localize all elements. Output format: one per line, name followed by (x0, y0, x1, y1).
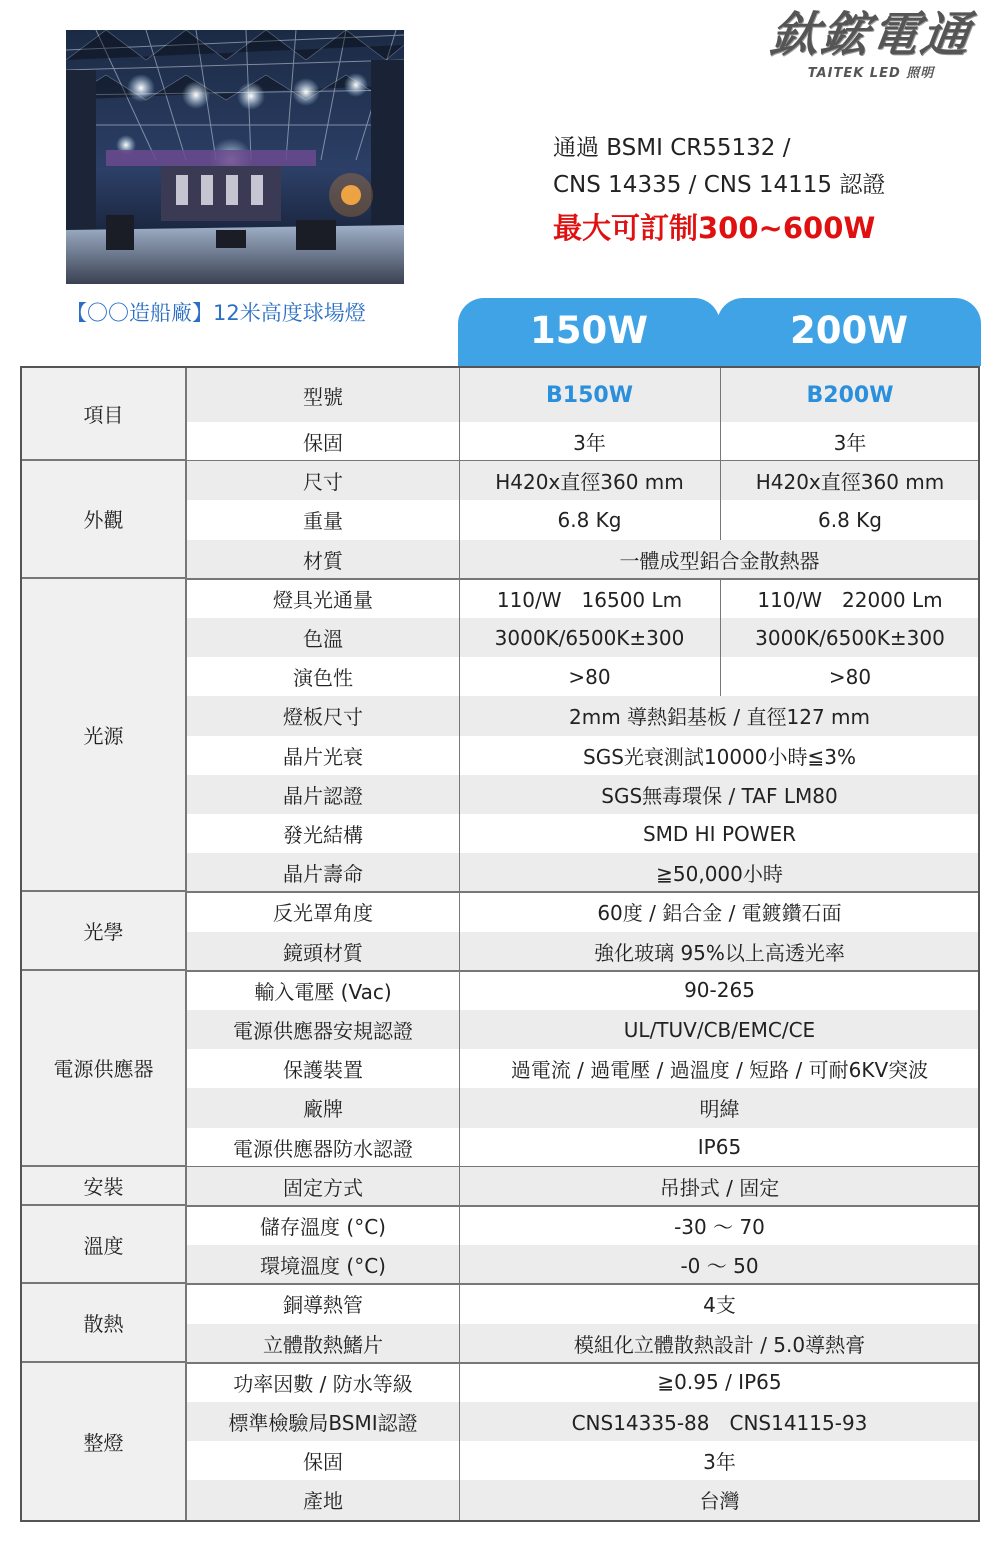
spec-value-shared: 90-265 (684, 978, 755, 1003)
spec-name: 晶片壽命 (283, 862, 363, 887)
spec-value-shared: 3年 (703, 1450, 736, 1475)
table-row (187, 1128, 978, 1167)
spec-name: 尺寸 (303, 470, 343, 495)
spec-value-150w: 3000K/6500K±300 (494, 625, 685, 650)
column-divider (459, 1206, 460, 1245)
group-label: 溫度 (22, 1206, 187, 1284)
column-divider (459, 461, 460, 500)
table-row (187, 1402, 978, 1441)
spec-value-200w: H420x直徑360 mm (755, 470, 945, 495)
spec-name: 燈板尺寸 (283, 705, 363, 730)
column-divider (459, 540, 460, 579)
table-row (187, 368, 978, 422)
spec-name: 儲存溫度 (°C) (260, 1215, 386, 1240)
spec-value-shared: 台灣 (699, 1489, 740, 1514)
spec-value-150w: B150W (546, 382, 633, 408)
table-row (187, 579, 978, 618)
table-row (187, 1167, 978, 1206)
table-row (187, 1049, 978, 1088)
max-custom-wattage: 最大可訂制300~600W (553, 211, 876, 245)
spec-value-shared: SGS光衰測試10000小時≦3% (583, 744, 856, 769)
group-label: 整燈 (22, 1363, 187, 1520)
table-row (187, 500, 978, 539)
column-divider (459, 814, 460, 853)
spec-value-150w: >80 (568, 664, 611, 689)
column-divider (459, 657, 460, 696)
column-divider (459, 892, 460, 931)
column-divider (459, 775, 460, 814)
photo-caption: 【〇〇造船廠】12米高度球場燈 (66, 301, 366, 325)
group-label: 電源供應器 (22, 971, 187, 1167)
spec-value-200w: 6.8 Kg (818, 507, 882, 532)
column-divider (720, 618, 721, 657)
spec-value-150w: 3年 (573, 431, 606, 456)
table-row (187, 657, 978, 696)
table-row (187, 1206, 978, 1245)
column-divider (459, 1245, 460, 1284)
cert-line-2: CNS 14335 / CNS 14115 認證 (553, 172, 886, 198)
spec-name: 保固 (303, 431, 343, 456)
spec-name: 標準檢驗局BSMI認證 (228, 1411, 418, 1436)
table-row (187, 775, 978, 814)
tab-200w: 200W (717, 298, 981, 366)
table-row (187, 618, 978, 657)
table-row (187, 461, 978, 500)
spec-value-shared: 吊掛式 / 固定 (659, 1175, 780, 1200)
group-label: 光學 (22, 892, 187, 970)
group-label: 散熱 (22, 1284, 187, 1362)
spec-value-shared: 模組化立體散熱設計 / 5.0導熱膏 (573, 1332, 866, 1357)
spec-value-200w: 3年 (833, 431, 867, 456)
spec-value-shared: 過電流 / 過電壓 / 過溫度 / 短路 / 可耐6KV突波 (510, 1058, 929, 1083)
spec-value-shared: -0 ～ 50 (680, 1254, 759, 1279)
column-divider (720, 461, 721, 500)
column-divider (459, 932, 460, 971)
column-divider (459, 618, 460, 657)
column-divider (459, 1480, 460, 1519)
spec-name: 廠牌 (303, 1097, 343, 1122)
column-divider (459, 1402, 460, 1441)
table-row (187, 422, 978, 461)
spec-name: 型號 (303, 384, 343, 409)
spec-name: 電源供應器防水認證 (233, 1136, 413, 1161)
table-row (187, 892, 978, 931)
spec-value-shared: 60度 / 鋁合金 / 電鍍鑽石面 (597, 901, 842, 926)
spec-name: 燈具光通量 (273, 587, 373, 612)
spec-name: 保護裝置 (283, 1058, 363, 1083)
column-divider (459, 579, 460, 618)
spec-value-shared: IP65 (697, 1135, 742, 1160)
spec-value-shared: 明緯 (699, 1097, 740, 1122)
spec-value-shared: CNS14335-88 CNS14115-93 (571, 1411, 868, 1436)
column-divider (720, 657, 721, 696)
column-divider (459, 1049, 460, 1088)
spec-name: 固定方式 (283, 1175, 363, 1200)
cert-line-1: 通過 BSMI CR55132 / (553, 135, 791, 161)
column-divider (459, 1128, 460, 1167)
spec-name: 電源供應器安規認證 (233, 1019, 413, 1044)
installation-photo (66, 30, 404, 284)
spec-value-shared: ≧50,000小時 (656, 862, 783, 887)
spec-value-shared: 4支 (703, 1293, 736, 1318)
table-row (187, 814, 978, 853)
spec-value-200w: 110/W 22000 Lm (757, 587, 943, 612)
column-divider (459, 1284, 460, 1323)
group-label: 安裝 (22, 1167, 187, 1206)
tab-150w: 150W (458, 298, 720, 366)
table-row (187, 736, 978, 775)
table-row (187, 932, 978, 971)
spec-value-200w: 3000K/6500K±300 (755, 625, 945, 650)
spec-name: 材質 (303, 548, 343, 573)
column-divider (720, 579, 721, 618)
table-row (187, 1245, 978, 1284)
column-divider (459, 696, 460, 735)
brand-name-zh: 鈦鋐電通 (767, 7, 975, 63)
table-row (187, 1284, 978, 1323)
brand-name-en: TAITEK LED 照明 (807, 66, 935, 81)
column-divider (459, 853, 460, 892)
spec-name: 功率因數 / 防水等級 (233, 1371, 413, 1396)
spec-name: 反光罩角度 (273, 901, 373, 926)
table-row (187, 971, 978, 1010)
spec-name: 輸入電壓 (Vac) (254, 979, 392, 1004)
table-row (187, 1010, 978, 1049)
spec-value-shared: -30 ～ 70 (674, 1215, 765, 1240)
spec-name: 演色性 (293, 666, 353, 691)
table-row (187, 696, 978, 735)
spec-name: 色溫 (303, 627, 343, 652)
spec-value-150w: 110/W 16500 Lm (496, 587, 683, 612)
spec-name: 重量 (303, 509, 343, 534)
table-row (187, 1324, 978, 1363)
column-divider (459, 368, 460, 422)
column-divider (459, 1441, 460, 1480)
column-divider (720, 422, 721, 461)
group-label: 項目 (22, 368, 187, 461)
spec-value-150w: 6.8 Kg (557, 507, 622, 532)
spec-name: 晶片光衰 (283, 744, 363, 769)
spec-value-shared: UL/TUV/CB/EMC/CE (623, 1017, 816, 1042)
column-divider (720, 500, 721, 539)
spec-value-150w: H420x直徑360 mm (495, 470, 684, 495)
spec-name: 保固 (303, 1450, 343, 1475)
column-divider (459, 500, 460, 539)
table-row (187, 540, 978, 579)
table-row (187, 1088, 978, 1127)
column-divider (459, 1010, 460, 1049)
table-row (187, 1480, 978, 1519)
spec-name: 立體散熱鰭片 (263, 1332, 383, 1357)
certification-block (553, 130, 885, 252)
spec-value-shared: ≧0.95 / IP65 (657, 1370, 782, 1395)
spec-name: 產地 (303, 1489, 343, 1514)
spec-value-shared: SGS無毒環保 / TAF LM80 (601, 783, 838, 808)
column-divider (459, 1363, 460, 1402)
spec-value-shared: 強化玻璃 95%以上高透光率 (594, 940, 845, 965)
group-label: 外觀 (22, 461, 187, 579)
column-divider (459, 1088, 460, 1127)
spec-value-shared: SMD HI POWER (642, 821, 797, 846)
spec-name: 發光結構 (283, 823, 363, 848)
spec-name: 環境溫度 (°C) (260, 1254, 386, 1279)
column-divider (459, 1167, 460, 1206)
table-row (187, 1363, 978, 1402)
spec-value-shared: 一體成型鋁合金散熱器 (619, 548, 820, 573)
spec-value-shared: 2mm 導熱鋁基板 / 直徑127 mm (569, 705, 870, 730)
spec-name: 銅導熱管 (283, 1293, 363, 1318)
table-row (187, 1441, 978, 1480)
spec-table (20, 366, 980, 1522)
column-divider (459, 971, 460, 1010)
spec-value-200w: >80 (828, 664, 872, 689)
spec-name: 鏡頭材質 (283, 940, 363, 965)
column-divider (720, 368, 721, 422)
group-label: 光源 (22, 579, 187, 893)
column-divider (459, 422, 460, 461)
brand-logo (756, 8, 986, 88)
spec-value-200w: B200W (806, 382, 894, 408)
table-row (187, 853, 978, 892)
spec-name: 晶片認證 (283, 783, 363, 808)
column-divider (459, 1324, 460, 1363)
column-divider (459, 736, 460, 775)
